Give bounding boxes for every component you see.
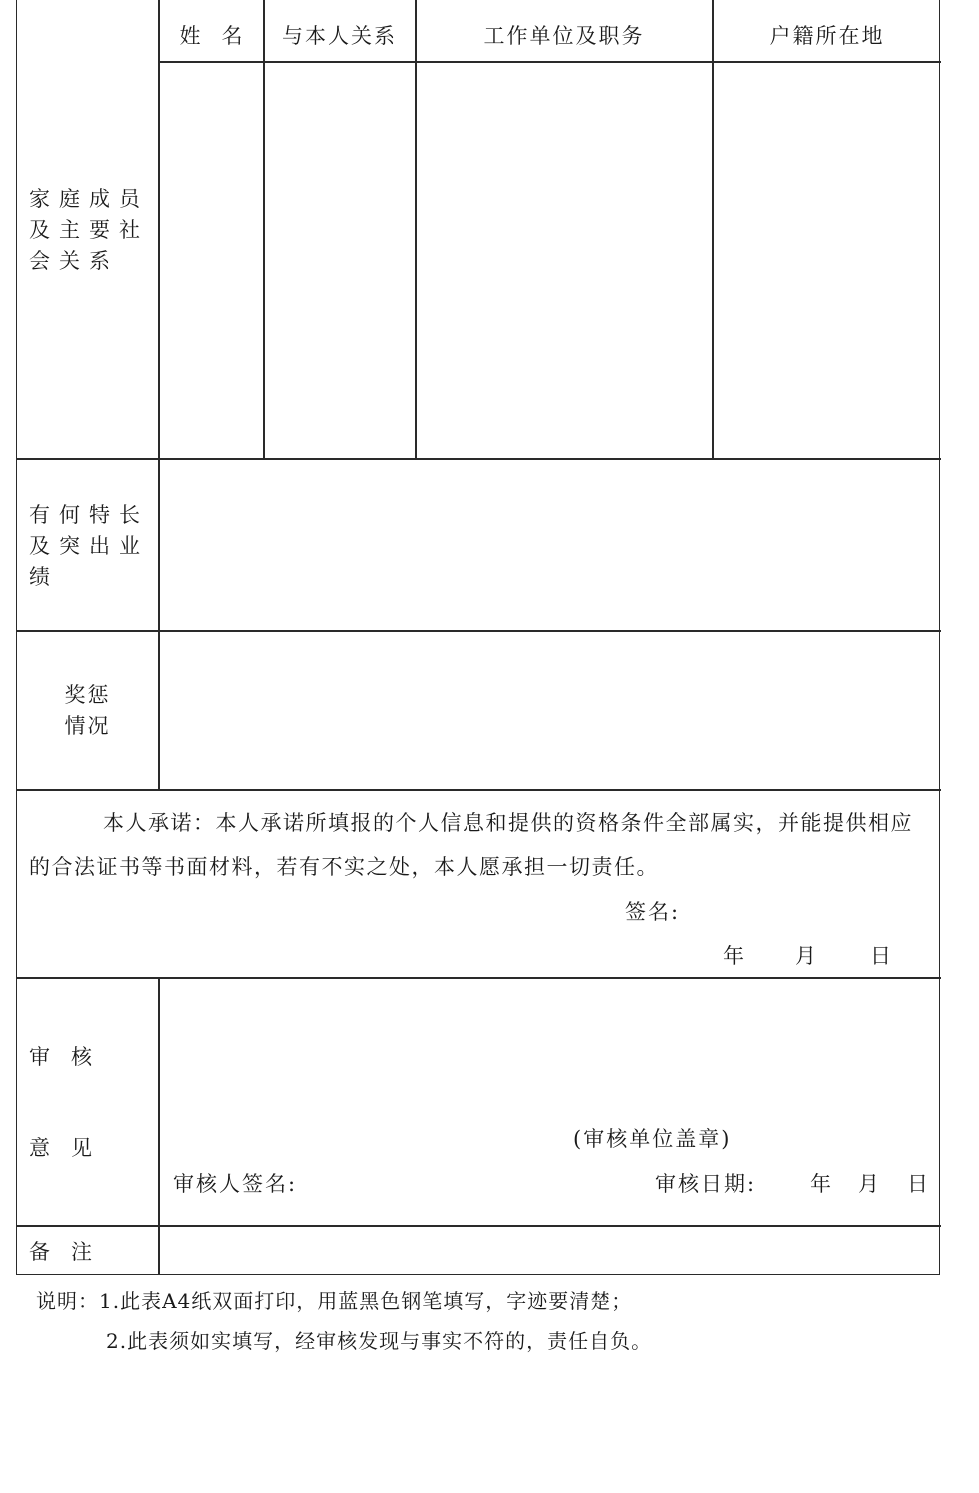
pledge-date-year: 年 xyxy=(723,944,744,968)
pledge-sign-label: 签名: xyxy=(625,900,681,924)
header-relation: 与本人关系 xyxy=(282,24,397,48)
rewards-label-line1: 奖惩 xyxy=(64,683,111,707)
specialty-label: 有何特长及突出业绩 xyxy=(29,503,149,589)
rewards-label-line2: 情况 xyxy=(64,714,111,738)
family-work-cell[interactable] xyxy=(417,63,712,458)
rewards-cell[interactable] xyxy=(160,632,941,789)
rewards-section-bottom xyxy=(17,789,941,791)
review-label-line1: 审 核 xyxy=(29,1045,92,1069)
remarks-label: 备 注 xyxy=(29,1240,92,1264)
family-members-label: 家庭成员及主要社会关系 xyxy=(29,187,149,273)
pledge-text: 本人承诺：本人承诺所填报的个人信息和提供的资格条件全部属实，并能提供相应的合法证书等书面材料，若有不实之处，本人愿承担一切责任。 xyxy=(29,811,913,879)
review-date-year: 年 xyxy=(810,1172,831,1196)
reviewer-sign-label: 审核人签名: xyxy=(173,1172,298,1196)
family-name-cell[interactable] xyxy=(159,63,263,458)
application-form-table xyxy=(16,0,940,1275)
remarks-cell[interactable] xyxy=(160,1227,941,1275)
review-date-month: 月 xyxy=(858,1172,879,1196)
family-relation-cell[interactable] xyxy=(265,63,415,458)
review-date-day: 日 xyxy=(907,1172,928,1196)
review-seal-text: (审核单位盖章) xyxy=(573,1127,732,1151)
review-label-line2: 意 见 xyxy=(29,1136,92,1160)
notes-line2: 2.此表须如实填写，经审核发现与事实不符的，责任自负。 xyxy=(106,1329,653,1353)
review-date-label: 审核日期: xyxy=(655,1172,757,1196)
specialty-cell[interactable] xyxy=(160,460,941,630)
notes-line1: 说明：1.此表A4纸双面打印，用蓝黑色钢笔填写，字迹要清楚； xyxy=(36,1289,633,1313)
family-residence-cell[interactable] xyxy=(714,63,941,458)
pledge-date-month: 月 xyxy=(795,944,816,968)
pledge-date-day: 日 xyxy=(870,944,891,968)
header-name: 姓 名 xyxy=(179,24,243,48)
header-work-unit: 工作单位及职务 xyxy=(483,24,645,48)
header-residence: 户籍所在地 xyxy=(769,24,885,48)
